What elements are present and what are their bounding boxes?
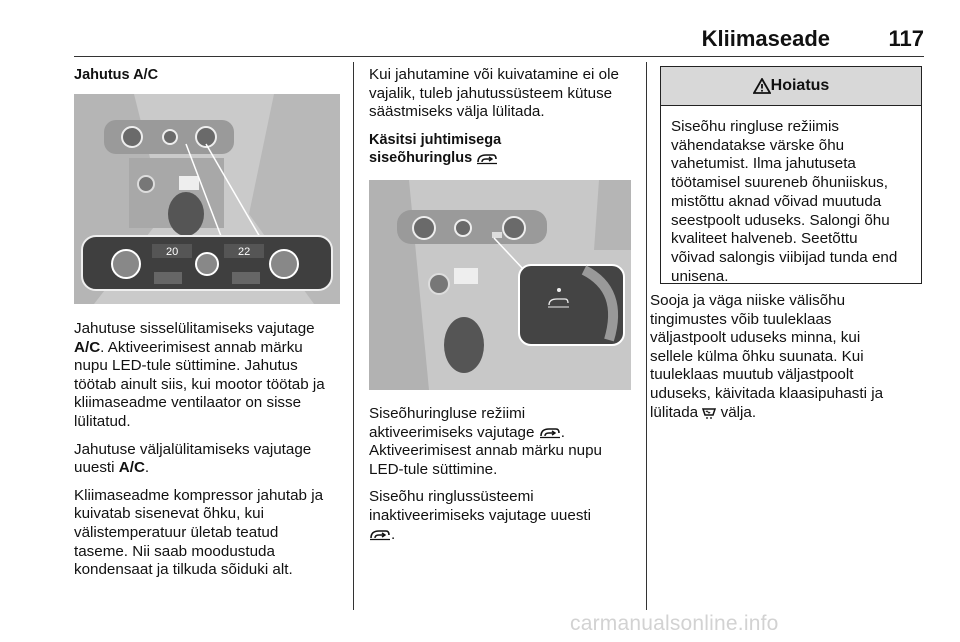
text-line: mistõttu aknad võivad muutuda [671,192,882,210]
paragraph-recirculation-on [369,405,641,479]
warning-header [661,67,921,106]
text-line: kvaliteet halveneb. Seetõttu [671,230,858,248]
text-line: inaktiveerimiseks vajutage uuesti [369,506,592,524]
column-1 [74,66,346,94]
text-line: Sooja ja väga niiske välisõhu [650,292,846,309]
warning-box [660,66,922,284]
text-line: LED-tule süttimine. [369,460,498,478]
ac-panel-illustration [74,94,340,304]
text-line: uuesti [74,459,119,477]
column-3-text [650,292,925,431]
paragraph-windshield-fog [650,292,925,422]
text-line: taseme. Nii saab moodustuda [74,542,275,560]
section-heading-cooling: Jahutus A/C [74,67,159,83]
text-line: töötab ainult siis, kui mootor töötab ja [74,375,325,393]
column-divider-1 [353,62,354,610]
text-line: Jahutuse väljalülitamiseks vajutage [74,440,312,458]
text-line: väljastpoolt uduseks minna, kui [650,329,861,347]
windshield-demist-icon [702,406,716,420]
paragraph-cooling-on [74,320,346,432]
text-line: säästmiseks välja lülitada. [369,103,545,121]
text-line: Aktiveerimisest annab märku nupu [369,442,602,460]
text-line: siseõhuringlus [369,150,473,167]
text-line: seestpoolt uduseks. Salongi õhu [671,211,890,229]
column-divider-2 [646,62,647,610]
warning-triangle-icon [753,78,771,94]
figure-ac-panel [74,94,340,304]
warning-body [661,106,921,286]
page-number: 117 [888,26,924,51]
ac-label: A/C [118,459,145,477]
text-line: kliimaseadme ventilaator on sisse [74,394,302,412]
text-line: . [144,459,150,477]
ac-label: A/C [74,338,101,356]
text-line: vähendatakse värske õhu [671,136,845,154]
text-line: uduseks, käivitada klaasipuhasti ja [650,384,884,402]
warning-title: Hoiatus [770,77,830,94]
text-line: lülitatud. [74,412,131,430]
column-1-text [74,320,346,589]
recirculation-panel-illustration [369,180,631,390]
recirculation-icon [539,427,561,439]
column-2-text [369,405,641,553]
paragraph-fuel-saving [369,66,641,122]
text-line: nupu LED-tule süttimine. Jahutus [74,357,298,375]
text-line: lülitada [650,403,699,421]
text-line: tingimustes võib tuuleklaas [650,310,832,328]
text-line: välja. [720,403,757,421]
figure-recirculation-panel [369,180,631,390]
text-line: võivad salongis viibijad tunda end [671,248,898,266]
left-temp-readout: 20 [166,246,179,258]
paragraph-recirculation-off [369,488,641,544]
recirculation-icon [476,153,498,165]
text-line: vajalik, tuleb jahutussüsteem kütuse [369,84,613,102]
text-line: Käsitsi juhtimisega [369,131,502,148]
recirculation-icon [369,529,391,541]
text-line: unisena. [671,267,729,285]
text-line: Kui jahutamine või kuivatamine ei ole [369,66,619,83]
text-line: sellele külma õhku suunata. Kui [650,347,864,365]
text-line: Siseõhu ringlussüsteemi [369,488,534,506]
text-line: Kliimaseadme kompressor jahutab ja [74,486,324,504]
text-line: . Aktiveerimisest annab märku [100,338,303,356]
section-heading-recirculation [369,131,641,168]
text-line: kuivatab sisenevat õhku, kui [74,505,264,523]
text-line: . [391,525,396,543]
text-line: Jahutuse sisselülitamiseks vajutage [74,320,315,337]
text-line: vahetumist. Ilma jahutuseta [671,155,856,173]
text-line: Siseõhuringluse režiimi [369,405,526,422]
text-line: Siseõhu ringluse režiimis [671,118,839,135]
watermark: carmanualsonline.info [570,612,779,635]
text-line: . [560,423,565,441]
paragraph-cooling-off [74,441,346,478]
paragraph-compressor [74,487,346,580]
text-line: välistemperatuur ületab teatud [74,523,279,541]
text-line: töötamisel suureneb õhuniiskus, [671,174,888,192]
text-line: tuuleklaas muutub väljastpoolt [650,366,854,384]
right-temp-readout: 22 [238,246,251,258]
column-2 [369,66,641,177]
chapter-title: Kliimaseade [701,26,830,51]
header-rule [74,56,924,57]
text-line: kondensaat ja tilkuda sõiduki alt. [74,561,293,579]
text-line: aktiveerimiseks vajutage [369,423,535,441]
